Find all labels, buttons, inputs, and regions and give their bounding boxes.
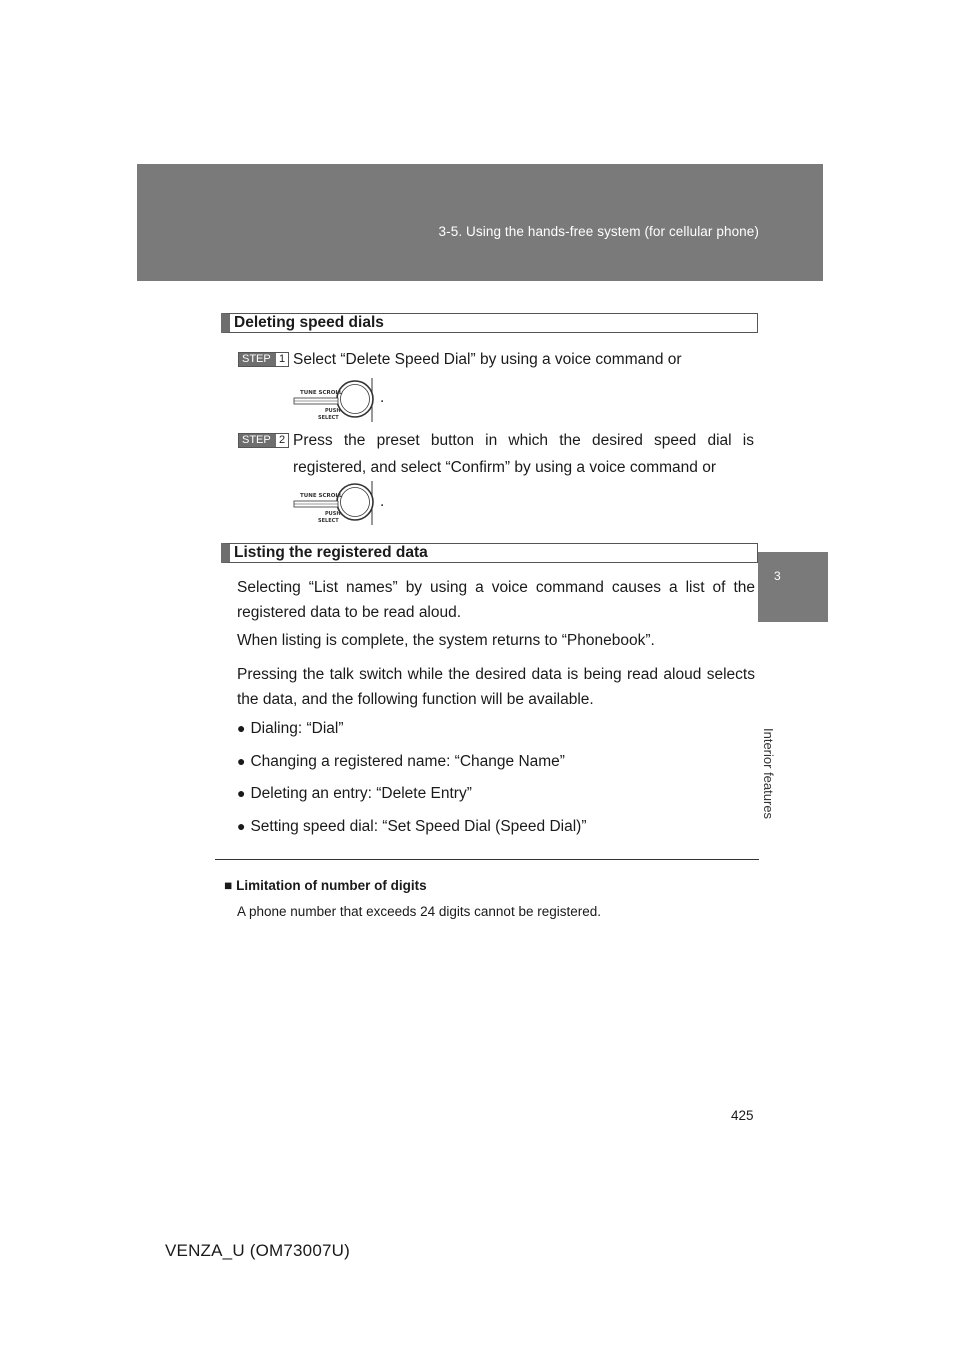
step-badge-word: STEP (239, 353, 276, 366)
section-breadcrumb: 3-5. Using the hands-free system (for cellular phone) (438, 224, 759, 239)
bullet-item (237, 718, 344, 739)
section-heading-deleting-speed-dials: Deleting speed dials (221, 313, 758, 333)
step-1-text: Select “Delete Speed Dial” by using a voice command or (293, 351, 682, 368)
bullet-text: Dialing: “Dial” (250, 720, 344, 737)
header-band (137, 164, 823, 281)
step-badge-number: 1 (278, 353, 286, 365)
chapter-label-container (761, 628, 797, 820)
page-number: 425 (731, 1108, 754, 1123)
paragraph: Selecting “List names” by using a voice command causes a list of the registered data to be read aloud. (237, 579, 755, 621)
note-body: A phone number that exceeds 24 digits cannot be registered. (237, 904, 601, 919)
knob-label-push: PUSH (325, 408, 341, 414)
step-2-text: Press the preset button in which the desired speed dial is registered, and select “Confirm” by using a voice command or (293, 432, 754, 476)
bullet-icon: ● (237, 720, 246, 736)
paragraph: Pressing the talk switch while the desired data is being read aloud selects the data, and the following function will be available. (237, 666, 755, 708)
step-badge-number: 2 (278, 434, 286, 446)
bullet-icon: ● (237, 818, 246, 834)
knob-label-select: SELECT (318, 415, 339, 421)
chapter-label: Interior features (761, 728, 776, 820)
knob-label-push: PUSH (325, 511, 341, 517)
step-1-period: . (380, 389, 385, 406)
tune-select-knob-icon (292, 481, 374, 525)
note-divider (215, 859, 759, 860)
step-2-period: . (380, 493, 385, 510)
knob-label-select: SELECT (318, 518, 339, 524)
bullet-item (237, 816, 587, 837)
step-badge-word: STEP (239, 434, 276, 447)
bullet-text: Setting speed dial: “Set Speed Dial (Speed Dial)” (250, 818, 587, 835)
note-title (224, 878, 427, 893)
bullet-text: Changing a registered name: “Change Name” (250, 753, 565, 770)
paragraph: When listing is complete, the system returns to “Phonebook”. (237, 632, 655, 649)
document-code-footer: VENZA_U (OM73007U) (165, 1241, 350, 1260)
chapter-tab (758, 552, 828, 622)
step-badge-1 (238, 352, 289, 367)
bullet-item (237, 783, 472, 804)
knob-label-tune: TUNE SCROLL (300, 390, 343, 396)
bullet-text: Deleting an entry: “Delete Entry” (250, 785, 472, 802)
knob-label-tune: TUNE SCROLL (300, 493, 343, 499)
bullet-icon: ● (237, 785, 246, 801)
section-heading-listing-registered-data: Listing the registered data (221, 543, 758, 563)
tune-select-knob-icon (292, 378, 374, 422)
bullet-item (237, 751, 565, 772)
bullet-icon: ● (237, 753, 246, 769)
square-bullet-icon: ■ (224, 878, 233, 893)
note-title-text: Limitation of number of digits (236, 878, 427, 893)
chapter-number: 3 (774, 569, 781, 583)
step-badge-2 (238, 433, 289, 448)
